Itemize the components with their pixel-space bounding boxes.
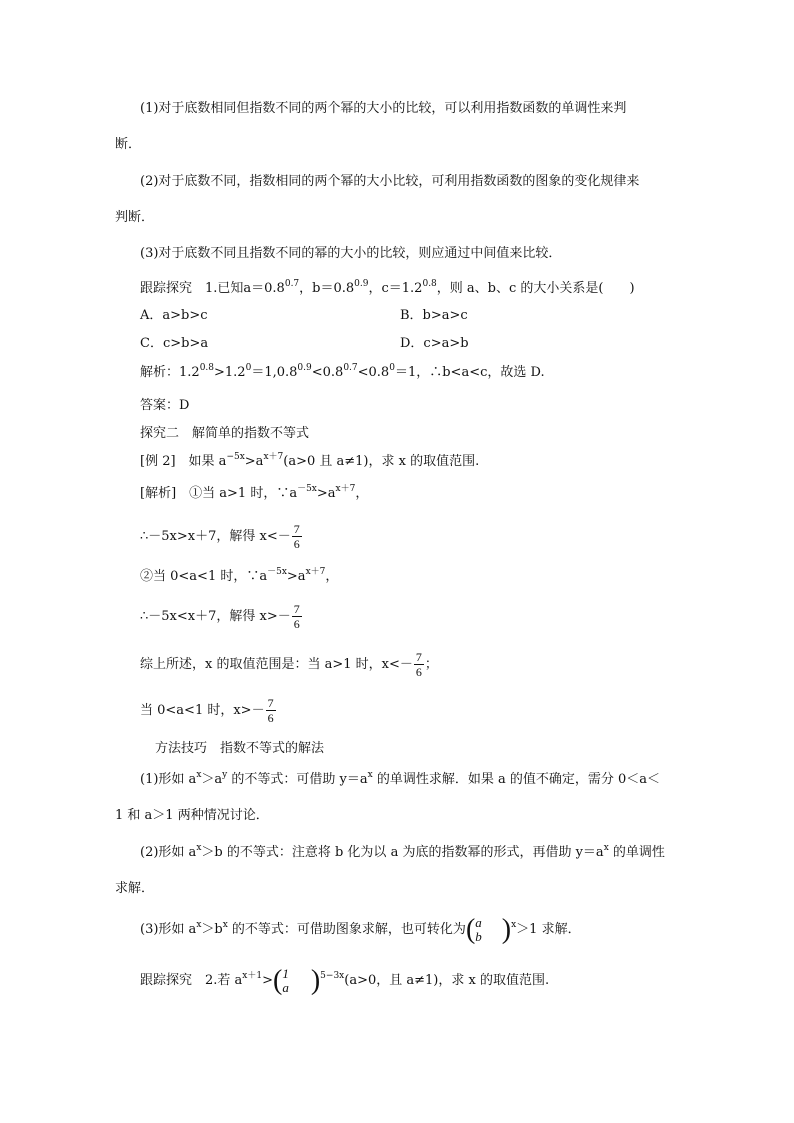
track-exercise-2: 跟踪探究 2.若 $a^{x+1}>$( 1 a )$^{5-3x}$(a>0，且 a≠1)，求 x 的取值范围. [140, 964, 550, 996]
method-3: (3)形如 $a^x>b^x$ 的不等式：可借助图象求解，也可转化为( a b )$^x$＞1 求解． [140, 913, 581, 945]
analysis-case-1: [解析] ①当 a>1 时，$\because a^{-5x}>a^{x+7}$， [140, 483, 369, 501]
fraction-7-6: $\frac{7}{6}$ [293, 522, 300, 551]
option-a: A．a>b>c [140, 308, 208, 323]
option-c: C．c>b>a [140, 336, 209, 351]
method-1-line-1: (1)形如 $a^x>a^y$ 的不等式：可借助 $y=a^x$ 的单调性求解．如果 a 的值不确定，需分 0＜a＜ [140, 769, 661, 787]
summary-line-1: 综上所述，x 的取值范围是：当 a>1 时，x<－ $\frac{7}{6}$ ； [140, 650, 438, 679]
method-2-line-2: 求解． [115, 881, 155, 896]
principle-3: (3)对于底数不同且指数不同的幂的大小的比较，则应通过中间值来比较． [140, 246, 562, 261]
fraction-7-6: $\frac{7}{6}$ [293, 602, 300, 631]
principle-1-line-2: 断． [115, 137, 142, 152]
answer-1: 答案：D [140, 398, 190, 413]
principle-2-line-1: (2)对于底数不同，指数相同的两个幂的大小比较，可利用指数函数的图象的变化规律来 [140, 174, 640, 189]
principle-1-line-1: (1)对于底数相同但指数不同的两个幂的大小的比较，可以利用指数函数的单调性来判 [140, 101, 627, 116]
fraction-a-b: a b [475, 914, 482, 944]
analysis-case-2: ②当 0<a<1 时，$\because a^{-5x}>a^{x+7}$， [140, 566, 339, 584]
method-2-line-1: (2)形如 $a^x>b$ 的不等式：注意将 b 化为以 a 为底的指数幂的形式，再借助 $y=a^x$ 的单调性 [140, 842, 665, 860]
fraction-7-6: $\frac{7}{6}$ [267, 696, 274, 725]
analysis-step-2: ∴－5x<x＋7，解得 x>－ $\frac{7}{6}$ [140, 602, 300, 631]
analysis-step-1: ∴－5x>x＋7，解得 x<－ $\frac{7}{6}$ [140, 522, 300, 551]
example-2: [例 2] 如果 $a^{-5x}>a^{x+7}(a>0$ 且 a≠1)，求 x 的取值范围. [140, 451, 480, 469]
method-1-line-2: 1 和 a＞1 两种情况讨论． [115, 808, 269, 823]
fraction-1-a: 1 a [282, 965, 289, 995]
principle-2-line-2: 判断． [115, 210, 155, 225]
track-exercise-1: 跟踪探究 1.已知$a=0.8^{0.7}$，$b=0.8^{0.9}$，$c=1.2^{0.8}$，则 a、b、c 的大小关系是( ) [140, 278, 635, 296]
summary-line-2: 当 0<a<1 时，x>－ $\frac{7}{6}$ [140, 696, 274, 725]
option-d: D．c>a>b [400, 336, 469, 351]
option-b: B．b>a>c [400, 308, 468, 323]
fraction-7-6: $\frac{7}{6}$ [415, 650, 422, 679]
section-heading: 探究二 解简单的指数不等式 [140, 426, 310, 441]
method-title: 方法技巧 指数不等式的解法 [155, 741, 325, 756]
solution-1: 解析：$1.2^{0.8}>1.2^0=1,0.8^{0.9}<0.8^{0.7}<0.8^0=1$，∴b<a<c，故选 D. [140, 362, 545, 380]
